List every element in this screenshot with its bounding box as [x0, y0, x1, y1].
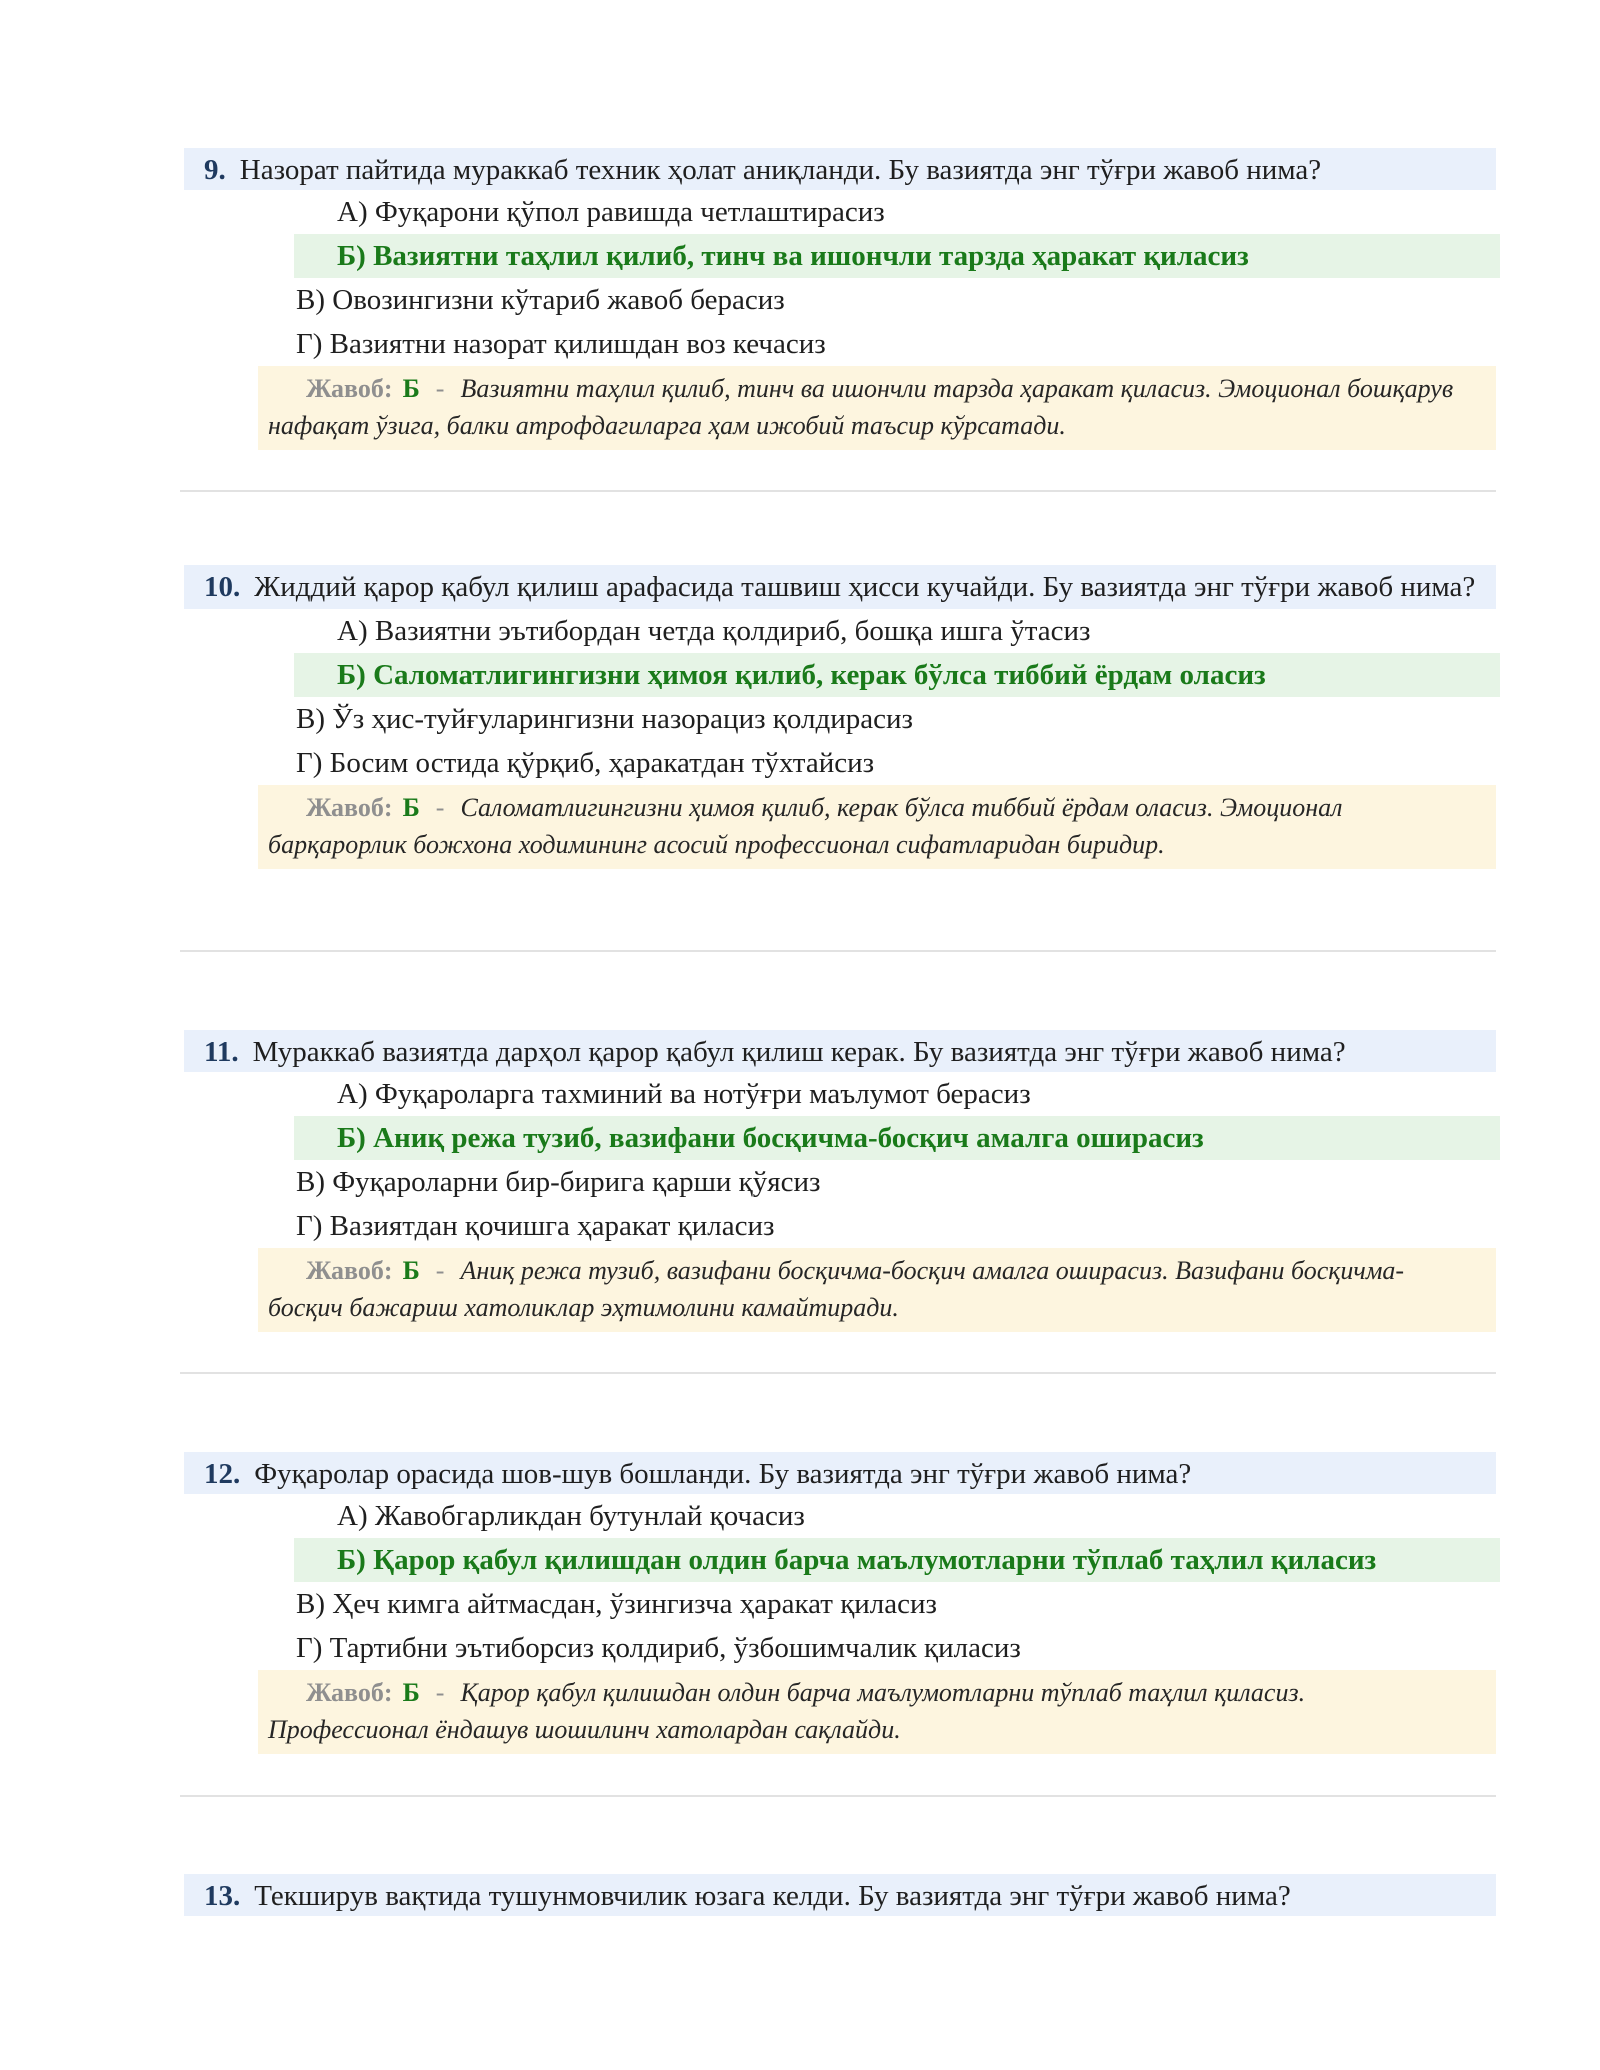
question-text: Мураккаб вазиятда дарҳол қарор қабул қилиш керак. Бу вазиятда энг тўғри жавоб нима? — [252, 1036, 1346, 1068]
option-b-correct: Б) Саломатлигингизни ҳимоя қилиб, керак бўлса тиббий ёрдам оласиз — [294, 653, 1500, 697]
answer-explanation — [258, 1670, 1496, 1754]
answer-dash: - — [435, 793, 445, 822]
question-text: Назорат пайтида мураккаб техник ҳолат аниқланди. Бу вазиятда энг тўғри жавоб нима? — [239, 154, 1322, 186]
option-c: В) Фуқароларни бир-бирига қарши қўясиз — [296, 1166, 821, 1198]
question-number: 9. — [204, 154, 226, 186]
answer-dash: - — [435, 1678, 445, 1707]
answer-text: Аниқ режа тузиб, вазифани босқичма-босқич амалга оширасиз. Вазифани босқичма-босқич бажариш хатоликлар эҳтимолини камайтиради. — [268, 1256, 1405, 1322]
question-10 — [180, 565, 1496, 869]
option-d: Г) Тартибни эътиборсиз қолдириб, ўзбошимчалик қиласиз — [296, 1632, 1021, 1664]
answer-explanation — [258, 785, 1496, 869]
question-number: 12. — [204, 1458, 241, 1490]
option-c: В) Овозингизни кўтариб жавоб берасиз — [296, 284, 785, 316]
question-text: Фуқаролар орасида шов-шув бошланди. Бу вазиятда энг тўғри жавоб нима? — [254, 1458, 1192, 1490]
answer-dash: - — [435, 1256, 445, 1285]
question-header — [184, 1030, 1496, 1072]
question-9 — [180, 148, 1496, 450]
option-d: Г) Вазиятдан қочишга ҳаракат қиласиз — [296, 1210, 775, 1242]
option-b-correct: Б) Қарор қабул қилишдан олдин барча маълумотларни тўплаб таҳлил қиласиз — [294, 1538, 1500, 1582]
question-text: Текширув вақтида тушунмовчилик юзага келди. Бу вазиятда энг тўғри жавоб нима? — [254, 1880, 1291, 1912]
section-divider — [180, 950, 1496, 952]
answer-text: Вазиятни таҳлил қилиб, тинч ва ишончли тарзда ҳаракат қиласиз. Эмоционал бошқарув нафақат ўзига, балки атрофдагиларга ҳам ижобий таъсир кўрсатади. — [268, 374, 1454, 440]
answer-letter: Б — [402, 374, 420, 403]
answer-label: Жавоб: — [306, 1256, 393, 1285]
option-b-correct: Б) Аниқ режа тузиб, вазифани босқичма-босқич амалга оширасиз — [294, 1116, 1500, 1160]
option-b-correct: Б) Вазиятни таҳлил қилиб, тинч ва ишончли тарзда ҳаракат қиласиз — [294, 234, 1500, 278]
option-c: В) Ўз ҳис-туйғуларингизни назорациз қолдирасиз — [296, 703, 913, 735]
question-header — [184, 1874, 1496, 1916]
question-text: Жиддий қарор қабул қилиш арафасида ташвиш ҳисси кучайди. Бу вазиятда энг тўғри жавоб нима? — [254, 571, 1476, 603]
option-d: Г) Вазиятни назорат қилишдан воз кечасиз — [296, 328, 826, 360]
answer-letter: Б — [402, 793, 420, 822]
answer-letter: Б — [402, 1678, 420, 1707]
option-c: В) Ҳеч кимга айтмасдан, ўзингизча ҳаракат қиласиз — [296, 1588, 937, 1620]
answer-explanation — [258, 366, 1496, 450]
question-header — [184, 1452, 1496, 1494]
answer-letter: Б — [402, 1256, 420, 1285]
option-a: А) Фуқарони қўпол равишда четлаштирасиз — [337, 196, 885, 228]
option-a: А) Фуқароларга тахминий ва нотўғри маълумот берасиз — [337, 1078, 1031, 1110]
section-divider — [180, 490, 1496, 492]
answer-text: Саломатлигингизни ҳимоя қилиб, керак бўлса тиббий ёрдам оласиз. Эмоционал барқарорлик божхона ходимининг асосий профессионал сифатларидан биридир. — [268, 793, 1343, 859]
section-divider — [180, 1795, 1496, 1797]
question-header — [184, 148, 1496, 190]
question-12 — [180, 1452, 1496, 1754]
option-a: А) Жавобгарликдан бутунлай қочасиз — [337, 1500, 805, 1532]
answer-label: Жавоб: — [306, 374, 393, 403]
answer-label: Жавоб: — [306, 793, 393, 822]
answer-label: Жавоб: — [306, 1678, 393, 1707]
section-divider — [180, 1372, 1496, 1374]
option-d: Г) Босим остида қўрқиб, ҳаракатдан тўхтайсиз — [296, 747, 875, 779]
option-a: А) Вазиятни эътибордан четда қолдириб, бошқа ишга ўтасиз — [337, 615, 1091, 647]
question-11 — [180, 1030, 1496, 1332]
question-number: 11. — [204, 1036, 239, 1068]
question-number: 10. — [204, 571, 241, 603]
question-number: 13. — [204, 1880, 241, 1912]
question-13 — [180, 1874, 1496, 1916]
answer-explanation — [258, 1248, 1496, 1332]
answer-dash: - — [435, 374, 445, 403]
question-header — [184, 565, 1496, 609]
answer-text: Қарор қабул қилишдан олдин барча маълумотларни тўплаб таҳлил қиласиз. Профессионал ёндашув шошилинч хатолардан сақлайди. — [268, 1678, 1306, 1744]
